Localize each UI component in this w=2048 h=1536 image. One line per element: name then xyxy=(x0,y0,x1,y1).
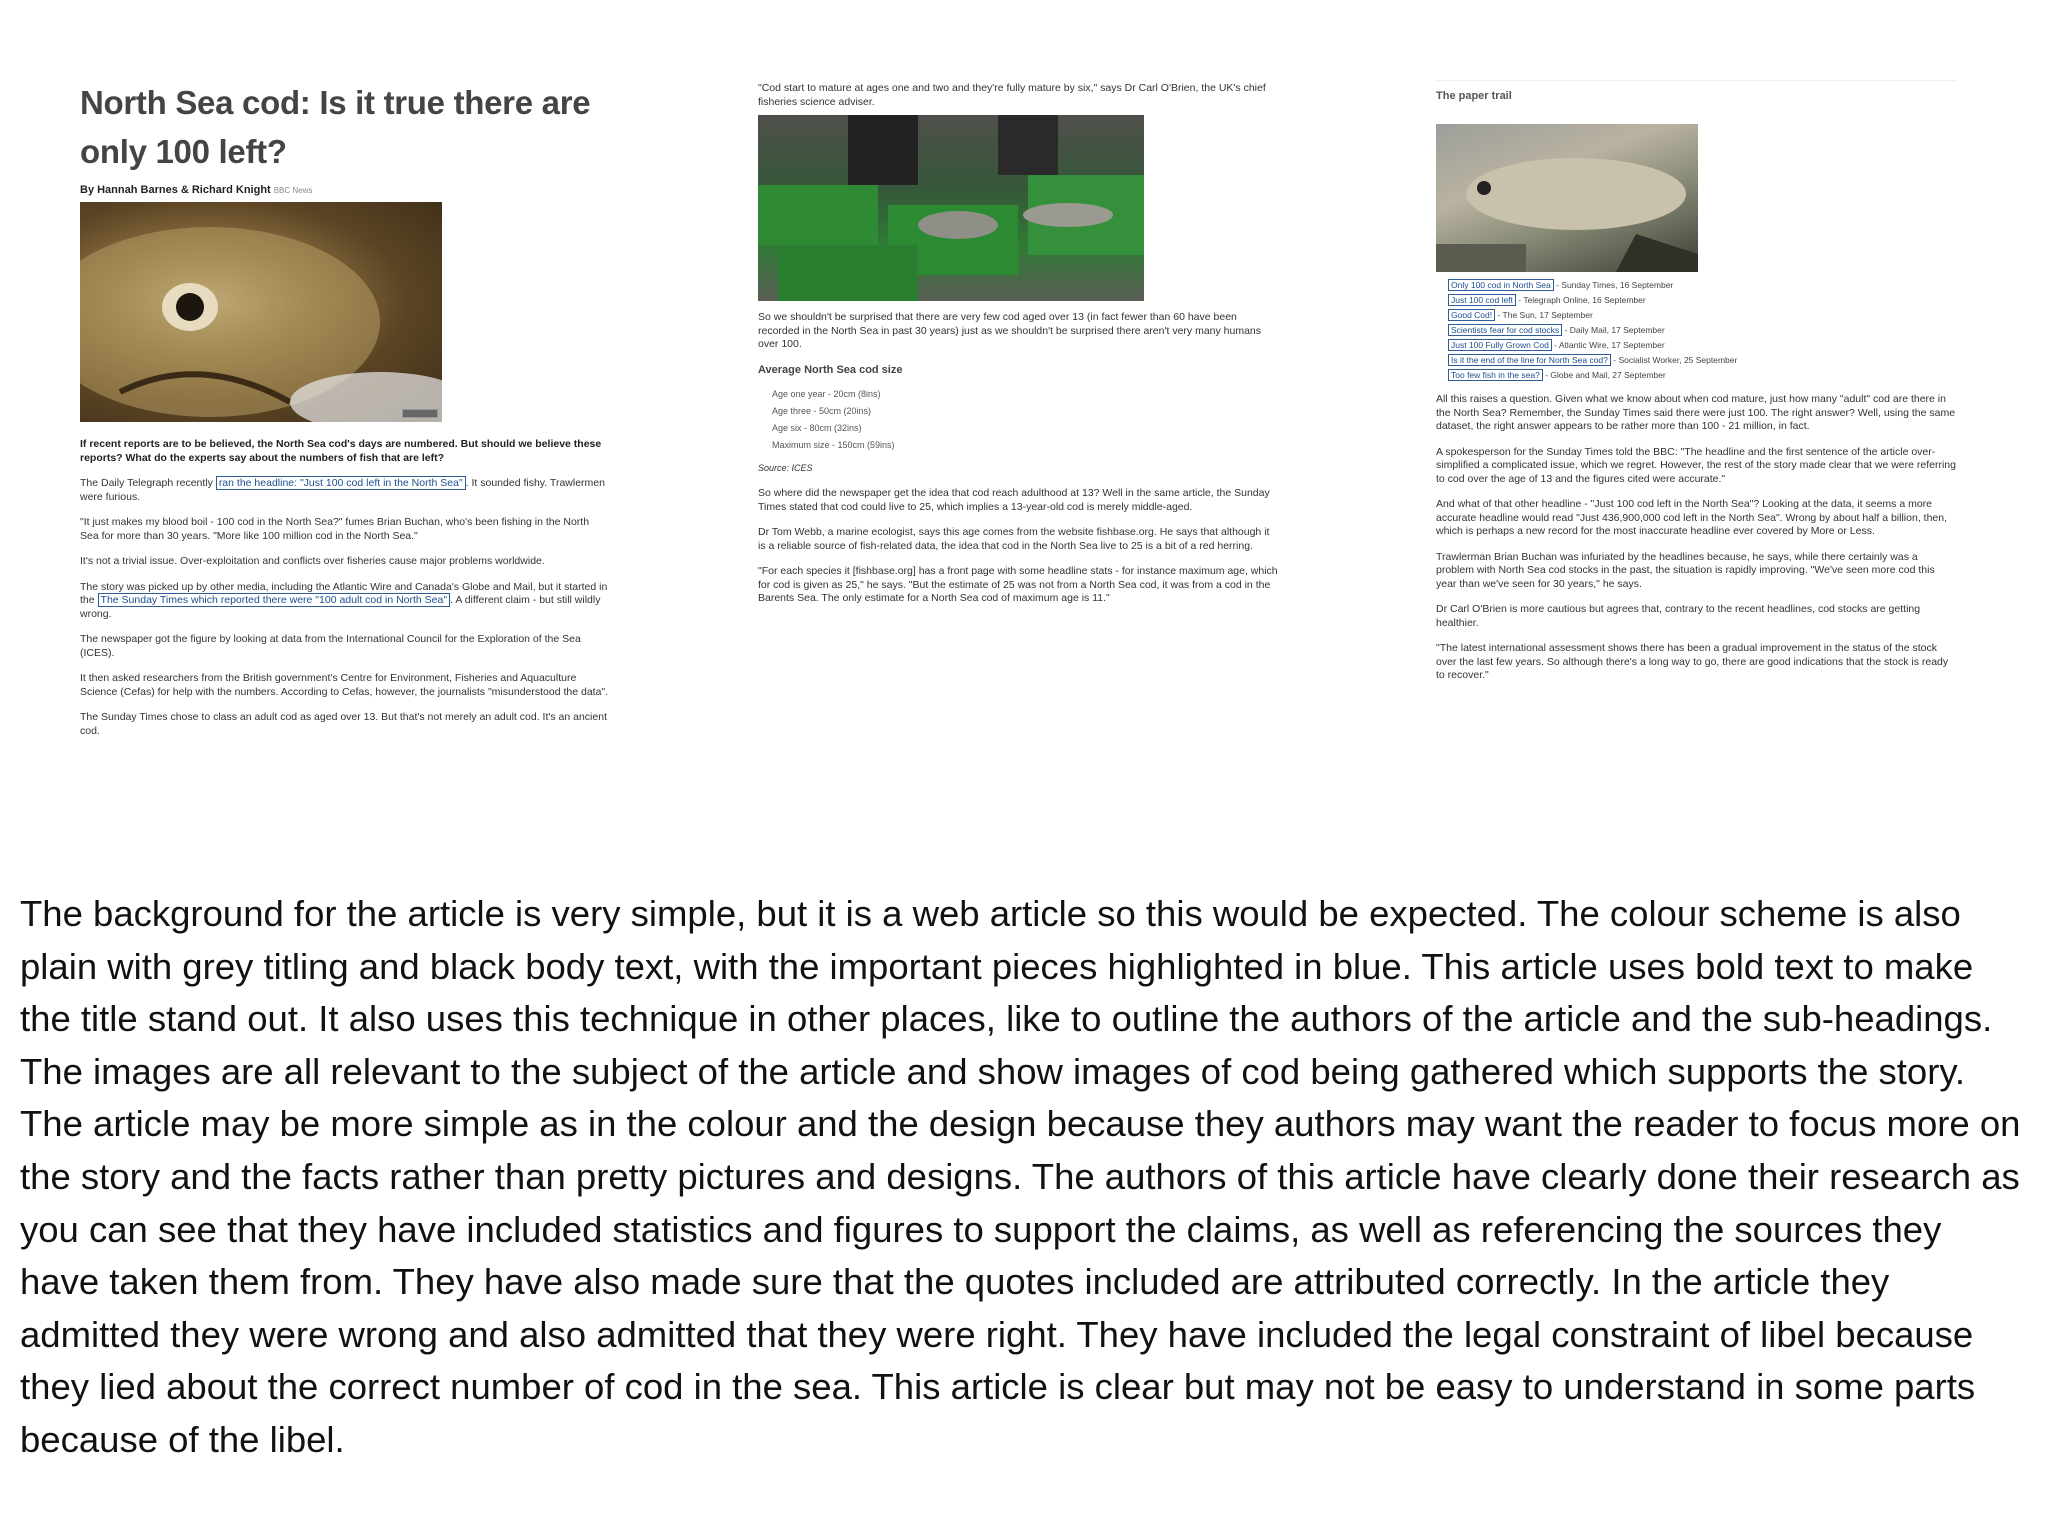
list-item: Age one year - 20cm (8ins) xyxy=(772,388,881,399)
photo-credit-badge xyxy=(402,409,438,418)
trail-link[interactable]: Just 100 Fully Grown Cod xyxy=(1448,339,1552,351)
article-title: North Sea cod: Is it true there are only 100 left? xyxy=(80,84,591,170)
paragraph: "The latest international assessment shows there has been a gradual improvement in the status of the stock over the last few years. So although there's a long way to go, there are good indications that the stock is ready to recover." xyxy=(1436,642,1949,681)
trail-link[interactable]: Too few fish in the sea? xyxy=(1448,369,1543,381)
divider xyxy=(1436,80,1956,81)
byline-tag: BBC News xyxy=(273,186,313,195)
cod-held-photo xyxy=(1436,124,1698,272)
article-column-2 xyxy=(758,82,1278,618)
paragraph: A spokesperson for the Sunday Times told the BBC: "The headline and the first sentence of the article over-simplified a complicated issue, which we regret. However, the rest of the story made clear that we were referring to cod over the age of 13 and the figures cited were accurate." xyxy=(1436,445,1956,485)
paragraph: Dr Carl O'Brien is more cautious but agrees that, contrary to the recent headlines, cod stocks are getting healthier. xyxy=(1436,603,1921,629)
paragraph: So where did the newspaper get the idea that cod reach adulthood at 13? Well in the same article, the Sunday Times stated that cod could live to 25, which implies a 13-year-old cod is merely middle-aged. xyxy=(758,487,1270,513)
telegraph-link[interactable]: ran the headline: "Just 100 cod left in the North Sea" xyxy=(216,476,466,490)
list-item xyxy=(1448,308,1956,323)
commentary-text: The background for the article is very simple, but it is a web article so this would be expected. The colour scheme is also plain with grey titling and black body text, with the important pieces highlighted in blue. This article uses bold text to make the title stand out. It also uses this technique in other places, like to outline the authors of the article and the sub-headings. The images are all relevant to the subject of the article and show images of cod being gathered which supports the story. The article may be more simple as in the colour and the design because they authors may want the reader to focus more on the story and the facts rather than pretty pictures and designs. The authors of this article have clearly done their research as you can see that they have included statistics and figures to support the claims, as well as referencing the sources they have taken them from. They have also made sure that the quotes included are attributed correctly. In the article they admitted they were wrong and also admitted that they were right. They have included the legal constraint of libel because they lied about the correct number of cod in the sea. This article is clear but may not be easy to understand in some parts because of the libel. xyxy=(20,893,2021,1460)
sunday-times-link[interactable]: The Sunday Times which reported there were "100 adult cod in North Sea" xyxy=(98,593,451,607)
cod-head-illustration xyxy=(80,202,442,422)
held-cod-illustration xyxy=(1436,124,1698,272)
lead-paragraph: If recent reports are to be believed, the North Sea cod's days are numbered. But should we believe these reports? What do the experts say about the numbers of fish that are left? xyxy=(80,438,602,464)
list-item xyxy=(1448,323,1956,338)
paragraph: The Sunday Times chose to class an adult cod as aged over 13. But that's not merely an adult cod. It's an ancient cod. xyxy=(80,711,607,737)
trail-link[interactable]: Good Cod! xyxy=(1448,309,1495,321)
trail-source: - Socialist Worker, 25 September xyxy=(1613,355,1738,365)
cod-size-subheading: Average North Sea cod size xyxy=(758,363,903,376)
list-item xyxy=(1448,338,1956,353)
paper-trail-heading: The paper trail xyxy=(1436,90,1512,102)
paragraph xyxy=(80,581,610,622)
trail-source: - Atlantic Wire, 17 September xyxy=(1554,340,1665,350)
text-span: The Daily Telegraph recently xyxy=(80,477,213,489)
trail-link[interactable]: Just 100 cod left xyxy=(1448,294,1516,306)
list-item: Age three - 50cm (20ins) xyxy=(772,405,872,416)
list-item xyxy=(1448,353,1956,368)
byline xyxy=(80,184,610,196)
paragraph: And what of that other headline - "Just 100 cod left in the North Sea"? Looking at the data, it seems a more accurate headline would read "Just 436,900,000 cod left in the North Sea". Wrong by about half a billion, then, which is perhaps a new record for the most inaccurate headline ever covered by More or Less. xyxy=(1436,498,1948,537)
paragraph: So we shouldn't be surprised that there are very few cod aged over 13 (in fact fewer than 60 have been recorded in the North Sea in past 30 years) just as we shouldn't be surprised there aren't very many humans over 100. xyxy=(758,311,1262,350)
paragraph: The newspaper got the figure by looking at data from the International Council for the Exploration of the Sea (ICES). xyxy=(80,633,581,659)
text-span: . It sounded fishy. Trawlermen were furious. xyxy=(80,477,605,503)
cod-crates-photo xyxy=(758,115,1144,301)
paragraph xyxy=(80,477,610,504)
paragraph: Trawlerman Brian Buchan was infuriated by the headlines because, he says, while there certainly was a problem with North Sea cod stocks in the past, the situation is rapidly improving. "We've seen more cod this year than we've seen for 30 years," he says. xyxy=(1436,550,1935,590)
paper-trail-list xyxy=(1448,278,1956,383)
cod-size-list xyxy=(772,386,1278,454)
list-item: Age six - 80cm (32ins) xyxy=(772,422,862,433)
trail-link[interactable]: Scientists fear for cod stocks xyxy=(1448,324,1562,336)
cod-photo xyxy=(80,202,442,422)
text-span: . A different claim - but still wildly wrong. xyxy=(80,594,601,620)
paragraph: It's not a trivial issue. Over-exploitation and conflicts over fisheries cause major problems worldwide. xyxy=(80,555,545,567)
list-item xyxy=(1448,293,1956,308)
trail-source: - Globe and Mail, 27 September xyxy=(1545,370,1666,380)
trail-source: - Telegraph Online, 16 September xyxy=(1518,295,1646,305)
paragraph: "For each species it [fishbase.org] has a front page with some headline stats - for instance maximum age, which for cod is given as 25," he says. "But the estimate of 25 was not from a North Sea cod, it was from a cod in the Barents Sea. The only estimate for a North Sea cod of maximum age is 11." xyxy=(758,565,1278,604)
byline-authors: By Hannah Barnes & Richard Knight xyxy=(80,184,271,196)
paragraph: It then asked researchers from the British government's Centre for Environment, Fisheries and Aquaculture Science (Cefas) for help with the numbers. According to Cefas, however, the journalists "misunderstood the data". xyxy=(80,672,609,698)
list-item xyxy=(1448,278,1956,293)
paragraph: Dr Tom Webb, a marine ecologist, says this age comes from the website fishbase.org. He says that although it is a reliable source of fish-related data, the idea that cod in the North Sea live to 25 is a bit of a red herring. xyxy=(758,526,1270,552)
article-column-1 xyxy=(80,78,610,750)
list-item xyxy=(1448,368,1956,383)
trail-source: - Sunday Times, 16 September xyxy=(1556,280,1674,290)
paragraph: "It just makes my blood boil - 100 cod in the North Sea?" fumes Brian Buchan, who's been fishing in the North Sea for more than 30 years. "More like 100 million cod in the North Sea." xyxy=(80,516,590,542)
trail-link[interactable]: Only 100 cod in North Sea xyxy=(1448,279,1554,291)
trail-link[interactable]: Is it the end of the line for North Sea cod? xyxy=(1448,354,1611,366)
text-span: The story was picked up by other media, including the Atlantic Wire and Canada's Globe and Mail, but it started in the xyxy=(80,580,608,606)
source-note: Source: ICES xyxy=(758,462,813,473)
article-column-3 xyxy=(1436,86,1956,695)
paragraph: All this raises a question. Given what we know about when cod mature, just how many "adult" cod are there in the North Sea? Remember, the Sunday Times said there were just 100. The right answer? Well, using the same dataset, the right answer appears to be rather more than 100 - 21 million, in fact. xyxy=(1436,393,1956,432)
trail-source: - The Sun, 17 September xyxy=(1497,310,1593,320)
list-item: Maximum size - 150cm (59ins) xyxy=(772,439,895,450)
trail-source: - Daily Mail, 17 September xyxy=(1564,325,1665,335)
quote-paragraph: "Cod start to mature at ages one and two and they're fully mature by six," says Dr Carl O'Brien, the UK's chief fisheries science adviser. xyxy=(758,82,1266,108)
crates-illustration xyxy=(758,115,1144,301)
